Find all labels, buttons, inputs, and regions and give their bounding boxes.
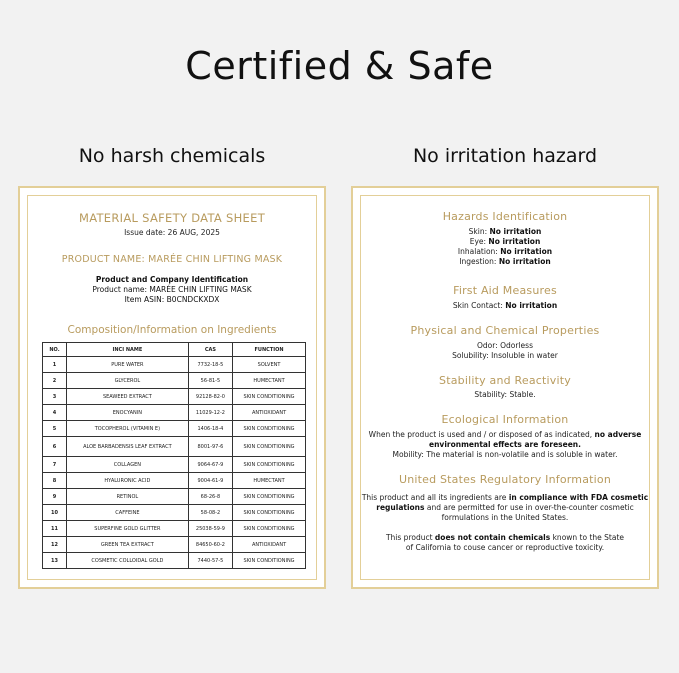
cell-inci-name: COLLAGEN <box>67 457 189 473</box>
cell-inci-name: CAFFEINE <box>67 505 189 521</box>
table-row <box>43 473 306 489</box>
cell-cas: 92128-82-0 <box>188 389 232 405</box>
table-row <box>43 405 306 421</box>
cell-inci-name: HYALURONIC ACID <box>67 473 189 489</box>
cell-cas: 8001-97-6 <box>188 437 232 457</box>
product-name-line: Product name: MARÉE CHIN LIFTING MASK <box>92 285 252 294</box>
cell-no: 10 <box>43 505 67 521</box>
cell-no: 9 <box>43 489 67 505</box>
hazards-card <box>351 186 659 589</box>
cell-inci-name: ALOE BARBADENSIS LEAF EXTRACT <box>67 437 189 457</box>
first-aid-title: First Aid Measures <box>453 284 557 297</box>
cell-cas: 25038-59-9 <box>188 521 232 537</box>
cell-cas: 7732-18-5 <box>188 357 232 373</box>
cell-function: HUMECTANT <box>233 473 306 489</box>
cell-function: ANTIOXIDANT <box>233 405 306 421</box>
cell-no: 5 <box>43 421 67 437</box>
cell-inci-name: PURE WATER <box>67 357 189 373</box>
product-identification <box>28 275 316 305</box>
cell-cas: 9004-61-9 <box>188 473 232 489</box>
cell-inci-name: GLYCEROL <box>67 373 189 389</box>
cell-cas: 1406-18-4 <box>188 421 232 437</box>
table-row <box>43 505 306 521</box>
cell-inci-name: TOCOPHEROL (VITAMIN E) <box>67 421 189 437</box>
cell-function: SKIN CONDITIONING <box>233 421 306 437</box>
header-cas: CAS <box>188 343 232 357</box>
cell-no: 2 <box>43 373 67 389</box>
cell-inci-name: SEAWEED EXTRACT <box>67 389 189 405</box>
cell-no: 11 <box>43 521 67 537</box>
cell-no: 4 <box>43 405 67 421</box>
issue-date: Issue date: 26 AUG, 2025 <box>124 228 220 237</box>
eco-title: Ecological Information <box>441 413 569 426</box>
cell-cas: 56-81-5 <box>188 373 232 389</box>
msds-card-inner-border <box>27 195 317 580</box>
cell-no: 3 <box>43 389 67 405</box>
cell-function: SKIN CONDITIONING <box>233 489 306 505</box>
odor-line: Odor: Odorless <box>477 341 533 350</box>
cell-function: SKIN CONDITIONING <box>233 457 306 473</box>
hazard-eye: Eye: No irritation <box>469 237 541 246</box>
ingredients-table <box>42 342 306 569</box>
stability-line: Stability: Stable. <box>474 390 536 399</box>
cell-cas: 11029-12-2 <box>188 405 232 421</box>
table-row <box>43 521 306 537</box>
stability-title: Stability and Reactivity <box>439 374 571 387</box>
hazard-ingestion: Ingestion: No irritation <box>459 257 551 266</box>
cell-no: 7 <box>43 457 67 473</box>
table-row <box>43 357 306 373</box>
cell-no: 1 <box>43 357 67 373</box>
product-name-heading: PRODUCT NAME: MARÉE CHIN LIFTING MASK <box>61 254 283 265</box>
left-column-title: No harsh chemicals <box>78 145 266 167</box>
msds-card <box>18 186 326 589</box>
cell-no: 6 <box>43 437 67 457</box>
table-row <box>43 553 306 569</box>
cell-no: 13 <box>43 553 67 569</box>
cell-cas: 68-26-8 <box>188 489 232 505</box>
right-column-title: No irritation hazard <box>412 145 598 167</box>
table-row <box>43 437 306 457</box>
table-row <box>43 489 306 505</box>
cell-inci-name: ENOCYANIN <box>67 405 189 421</box>
cell-inci-name: SUPERFINE GOLD GLITTER <box>67 521 189 537</box>
table-row <box>43 373 306 389</box>
solubility-line: Solubility: Insoluble in water <box>452 351 558 360</box>
table-row <box>43 389 306 405</box>
header-function: FUNCTION <box>233 343 306 357</box>
cell-function: SKIN CONDITIONING <box>233 505 306 521</box>
cell-function: SKIN CONDITIONING <box>233 521 306 537</box>
hazards-title: Hazards Identification <box>442 210 568 223</box>
physical-title: Physical and Chemical Properties <box>410 324 600 337</box>
cell-cas: 7440-57-5 <box>188 553 232 569</box>
cell-inci-name: RETINOL <box>67 489 189 505</box>
cell-function: SKIN CONDITIONING <box>233 553 306 569</box>
pci-label: Product and Company Identification <box>95 275 249 284</box>
us-regulatory-text: This product and all its ingredients are in compliance with FDA cosmetic regulations and are permitted for use in over-the-counter cosmetic formulations in the United States. <box>361 493 649 522</box>
cell-cas: 84650-60-2 <box>188 537 232 553</box>
asin-line: Item ASIN: B0CNDCKXDX <box>124 295 220 304</box>
cell-cas: 9064-67-9 <box>188 457 232 473</box>
table-header-row <box>43 343 306 357</box>
cell-function: HUMECTANT <box>233 373 306 389</box>
cell-function: SKIN CONDITIONING <box>233 437 306 457</box>
table-row <box>43 457 306 473</box>
cell-no: 8 <box>43 473 67 489</box>
msds-title: MATERIAL SAFETY DATA SHEET <box>78 211 266 225</box>
header-inci-name: INCI NAME <box>67 343 189 357</box>
hazard-inhalation: Inhalation: No irritation <box>457 247 553 256</box>
cell-no: 12 <box>43 537 67 553</box>
table-body <box>43 357 306 569</box>
header-no: NO. <box>43 343 67 357</box>
cell-inci-name: GREEN TEA EXTRACT <box>67 537 189 553</box>
hazards-card-inner-border <box>360 195 650 580</box>
cell-function: SOLVENT <box>233 357 306 373</box>
california-text: This product does not contain chemicals known to the State of California to couse cancer or reproductive toxicity. <box>385 533 625 552</box>
hazard-skin: Skin: No irritation <box>468 227 542 236</box>
eco-text: When the product is used and / or disposed of as indicated, no adverse environmental effects are foreseen. Mobility: The material is non-volatile and is soluble in water. <box>368 430 642 459</box>
cell-cas: 58-08-2 <box>188 505 232 521</box>
table-row <box>43 537 306 553</box>
cell-function: ANTIOXIDANT <box>233 537 306 553</box>
cell-inci-name: COSMETIC COLLOIDAL GOLD <box>67 553 189 569</box>
table-row <box>43 421 306 437</box>
page-headline: Certified & Safe <box>185 44 494 88</box>
composition-title: Composition/Information on Ingredients <box>67 324 277 336</box>
first-aid-skin-contact: Skin Contact: No irritation <box>452 301 558 310</box>
us-regulatory-title: United States Regulatory Information <box>398 473 612 486</box>
cell-function: SKIN CONDITIONING <box>233 389 306 405</box>
